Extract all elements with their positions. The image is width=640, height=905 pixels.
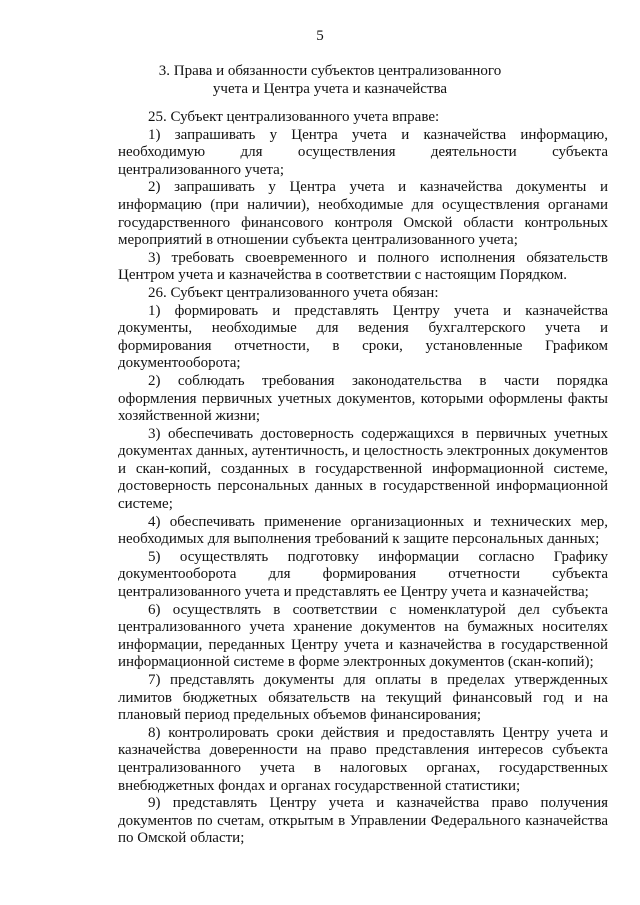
paragraph: 1) запрашивать у Центра учета и казначейства информацию, необходимую для осуществления деятельности субъекта централизованного учета;: [118, 126, 608, 178]
paragraph: 5) осуществлять подготовку информации согласно Графику документооборота для формирования отчетности субъекта централизованного учета и представлять ее Центру учета и казначейства;: [118, 548, 608, 601]
paragraph: 3) требовать своевременного и полного исполнения обязательств Центром учета и казначейства в соответствии с настоящим Порядком.: [118, 249, 608, 284]
paragraph: 9) представлять Центру учета и казначейства право получения документов по счетам, открытым в Управлении Федерального казначейства по Омской области;: [118, 795, 608, 847]
paragraph: 4) обеспечивать применение организационных и технических мер, необходимых для выполнения требований к защите персональных данных;: [118, 513, 608, 548]
section-title-line: 3. Права и обязанности субъектов централизованного: [158, 63, 502, 79]
section-title: [100, 63, 560, 98]
paragraph: 25. Субъект централизованного учета вправе:: [148, 109, 440, 125]
page-number: 5: [316, 28, 324, 44]
paragraph: 6) осуществлять в соответствии с номенклатурой дел субъекта централизованного учета хранение документов на бумажных носителях информации, переданных Центру учета и казначейства в государственной информационной системе в форме электронных документов (скан-копий);: [118, 601, 608, 671]
paragraph: 8) контролировать сроки действия и предоставлять Центру учета и казначейства доверенности на право представления интересов субъекта централизованного учета в налоговых органах, государственных внебюджетных фондах и органах государственной статистики;: [118, 724, 608, 794]
section-title-line: учета и Центра учета и казначейства: [212, 80, 448, 97]
paragraph: 3) обеспечивать достоверность содержащихся в первичных учетных документах данных, аутентичность, и целостность электронных документов и скан-копий, созданных в государственной информационной системе, достоверность персональных данных в государственной информационной системе;: [118, 425, 608, 513]
paragraph: 2) запрашивать у Центра учета и казначейства документы и информацию (при наличии), необходимые для осуществления органами государственного финансового контроля Омской области контрольных мероприятий в отношении субъекта централизованного учета;: [118, 179, 608, 249]
paragraph: 26. Субъект централизованного учета обязан:: [148, 284, 439, 301]
paragraph: 2) соблюдать требования законодательства в части порядка оформления первичных учетных документов, которыми оформлены факты хозяйственной жизни;: [118, 372, 608, 425]
paragraph: 1) формировать и представлять Центру учета и казначейства документы, необходимые для ведения бухгалтерского учета и формирования отчетности, в сроки, установленные Графиком документооборота;: [118, 302, 608, 372]
document-body: [118, 109, 608, 848]
paragraph: 7) представлять документы для оплаты в пределах утвержденных лимитов бюджетных обязательств на текущий финансовый год и на плановый период предельных объемов финансирования;: [118, 672, 608, 724]
